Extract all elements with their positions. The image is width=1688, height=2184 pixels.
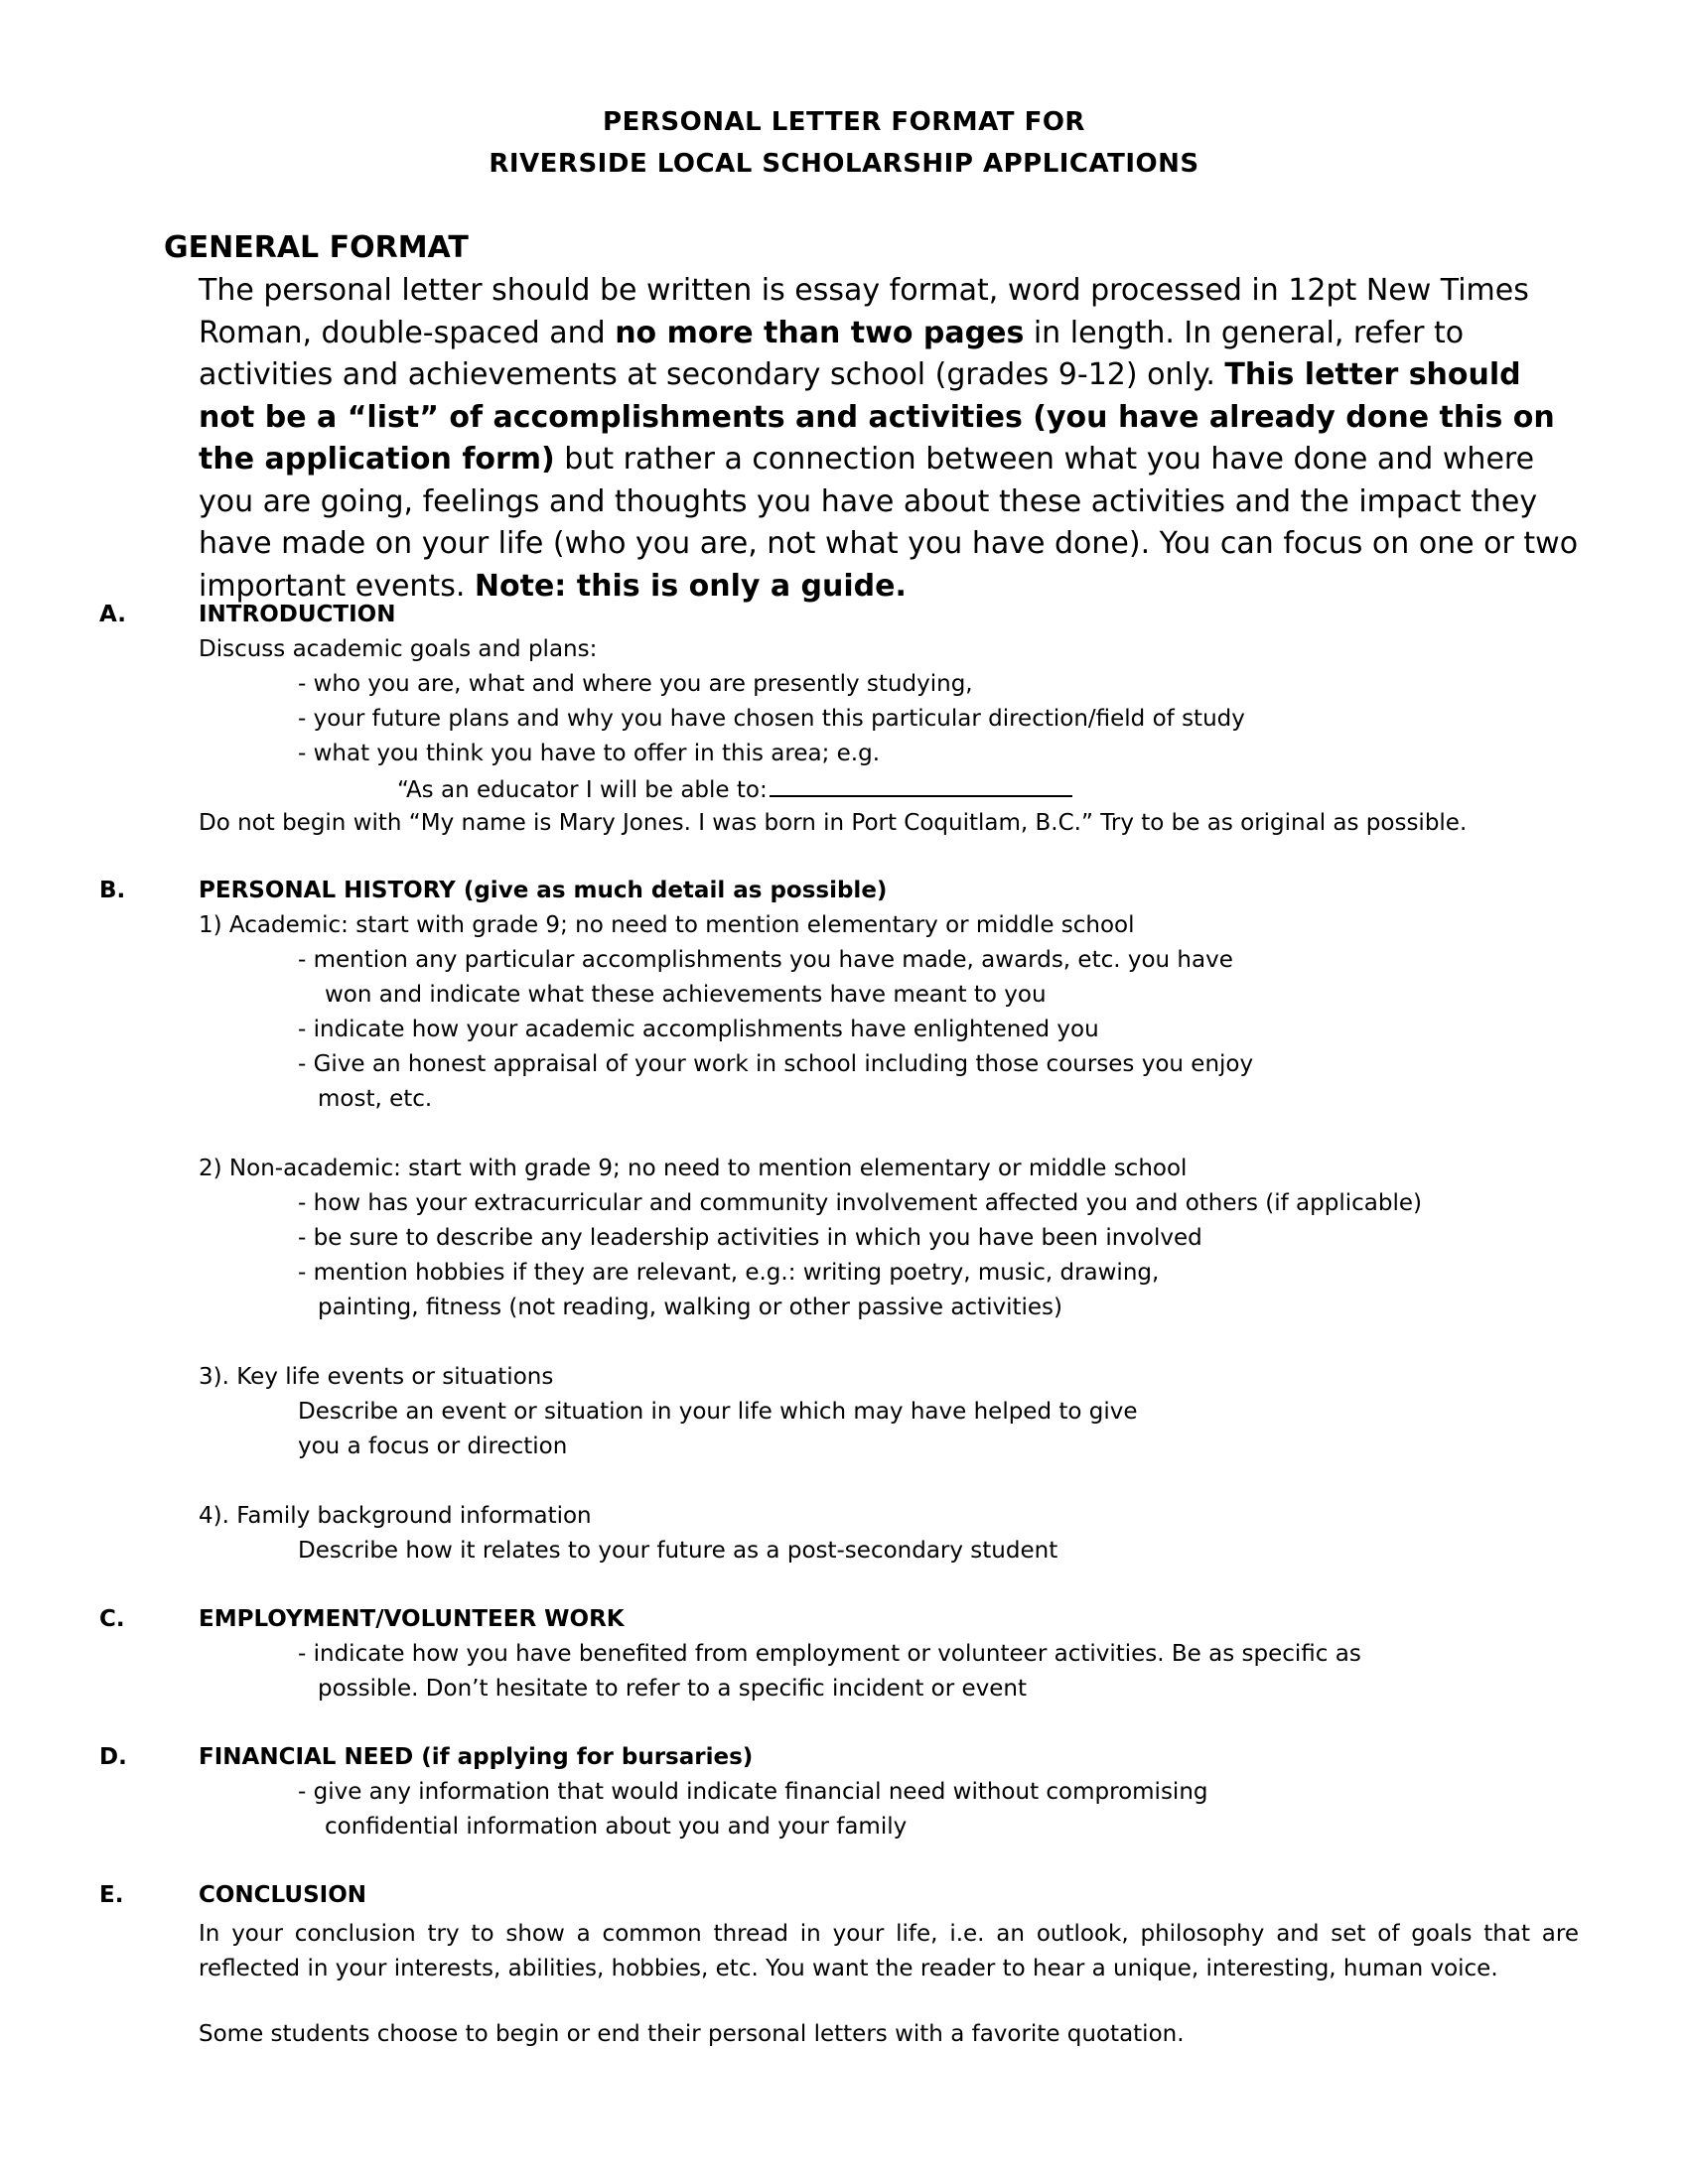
section-a-bullet-3: - what you think you have to offer in this area; e.g. bbox=[298, 741, 881, 766]
general-bold-3: Note: this is only a guide. bbox=[474, 568, 907, 604]
section-d-bullet-1a: - give any information that would indicate financial need without compromising bbox=[298, 1779, 1208, 1805]
section-b-non-academic-bullet-3b: painting, fitness (not reading, walking or other passive activities) bbox=[318, 1295, 1063, 1320]
section-b-non-academic-bullet-3a: - mention hobbies if they are relevant, e.g.: writing poetry, music, drawing, bbox=[298, 1260, 1160, 1286]
section-d-letter: D. bbox=[99, 1744, 127, 1770]
section-a-intro: Discuss academic goals and plans: bbox=[199, 636, 598, 662]
general-bold-2: This letter should not be a “list” of accomplishments and activities (you have already done this on the application form) bbox=[199, 357, 1555, 477]
section-b-academic-bullet-1a: - mention any particular accomplishments you have made, awards, etc. you have bbox=[298, 947, 1233, 973]
section-a-title: INTRODUCTION bbox=[199, 602, 396, 627]
general-format-heading: GENERAL FORMAT bbox=[164, 230, 469, 265]
section-b-family-background: 4). Family background information bbox=[199, 1503, 592, 1529]
section-e-paragraph: In your conclusion try to show a common thread in your life, i.e. an outlook, philosophy and set of goals that are reflected in your interests, abilities, hobbies, etc. You want the reader to hear a unique, interesting, human voice. bbox=[199, 1921, 1579, 1981]
section-b-letter: B. bbox=[99, 878, 126, 903]
section-b-academic-bullet-3b: most, etc. bbox=[318, 1086, 433, 1112]
section-b-family-background-text: Describe how it relates to your future as a post-secondary student bbox=[298, 1538, 1058, 1564]
section-e-letter: E. bbox=[99, 1882, 124, 1908]
section-e-title: CONCLUSION bbox=[199, 1882, 366, 1908]
general-text-2: in length. In general, refer to activities and achievements at secondary school (grades 9-12) only. bbox=[199, 315, 1465, 392]
general-text-1: The personal letter should be written is essay format, word processed in 12pt New Times Roman, double-spaced and bbox=[199, 273, 1529, 350]
section-b-academic-bullet-1b: won and indicate what these achievements have meant to you bbox=[325, 982, 1047, 1008]
section-c-title: EMPLOYMENT/VOLUNTEER WORK bbox=[199, 1606, 625, 1632]
section-a-example-text: “As an educator I will be able to: bbox=[397, 777, 768, 803]
section-c-bullet-1b: possible. Don’t hesitate to refer to a specific incident or event bbox=[318, 1676, 1028, 1702]
section-b-key-life-events-text-b: you a focus or direction bbox=[298, 1433, 568, 1459]
section-b-non-academic-bullet-2: - be sure to describe any leadership activities in which you have been involved bbox=[298, 1225, 1202, 1251]
section-a-note: Do not begin with “My name is Mary Jones. I was born in Port Coquitlam, B.C.” Try to be as original as possible. bbox=[199, 810, 1468, 836]
fill-in-blank-line bbox=[770, 775, 1072, 797]
general-bold-1: no more than two pages bbox=[615, 315, 1025, 350]
document-title-line-1: PERSONAL LETTER FORMAT FOR bbox=[603, 107, 1085, 137]
section-a-bullet-1: - who you are, what and where you are presently studying, bbox=[298, 671, 973, 697]
section-d-bullet-1b: confidential information about you and your family bbox=[325, 1814, 908, 1840]
section-c-bullet-1a: - indicate how you have benefited from employment or volunteer activities. Be as specific as bbox=[298, 1641, 1361, 1667]
section-b-title: PERSONAL HISTORY (give as much detail as possible) bbox=[199, 878, 888, 903]
general-text-3: but rather a connection between what you have done and where you are going, feelings and thoughts you have about these activities and the impact they have made on your life (who you are, not what you have done). You can focus on one or two important events. bbox=[199, 442, 1579, 604]
section-b-academic-bullet-3a: - Give an honest appraisal of your work in school including those courses you enjoy bbox=[298, 1051, 1254, 1077]
section-b-non-academic-bullet-1: - how has your extracurricular and community involvement affected you and others (if applicable) bbox=[298, 1190, 1422, 1216]
section-c-letter: C. bbox=[99, 1606, 125, 1632]
section-a-letter: A. bbox=[99, 602, 126, 627]
section-b-academic-bullet-2: - indicate how your academic accomplishments have enlightened you bbox=[298, 1017, 1099, 1042]
section-d-title: FINANCIAL NEED (if applying for bursaries) bbox=[199, 1744, 754, 1770]
section-a-example bbox=[397, 775, 1072, 803]
section-b-non-academic: 2) Non-academic: start with grade 9; no need to mention elementary or middle school bbox=[199, 1156, 1188, 1181]
section-b-key-life-events: 3). Key life events or situations bbox=[199, 1364, 554, 1390]
document-title-line-2: RIVERSIDE LOCAL SCHOLARSHIP APPLICATIONS bbox=[489, 149, 1199, 179]
section-b-key-life-events-text-a: Describe an event or situation in your life which may have helped to give bbox=[298, 1399, 1138, 1425]
section-a-bullet-2: - your future plans and why you have chosen this particular direction/field of study bbox=[298, 706, 1245, 732]
section-b-academic: 1) Academic: start with grade 9; no need to mention elementary or middle school bbox=[199, 912, 1135, 938]
section-e-quotation-note: Some students choose to begin or end their personal letters with a favorite quotation. bbox=[199, 2021, 1185, 2047]
general-format-paragraph bbox=[199, 270, 1579, 608]
